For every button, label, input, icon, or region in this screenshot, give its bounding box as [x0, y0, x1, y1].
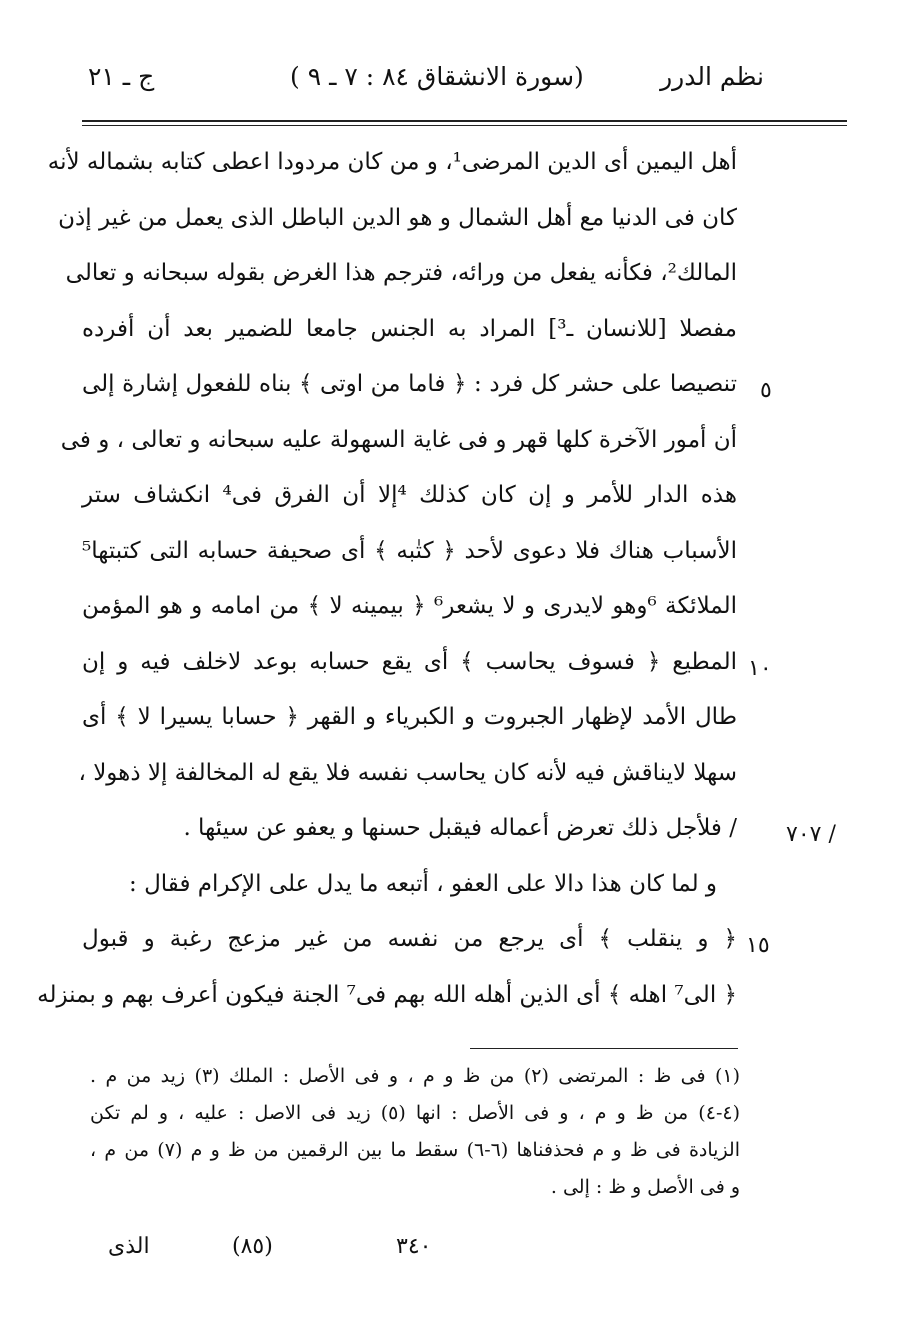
page-number: ٣٤٠	[396, 1234, 432, 1259]
text-line: مفصلا [للانسان ـ³] المراد به الجنس جامعا للضمير بعد أن أفرده	[82, 315, 737, 342]
header-rule-thin	[82, 125, 847, 126]
original-page-reference: ٧٠٧ /	[786, 822, 836, 847]
line-number-5: ٥	[760, 378, 772, 403]
header-rule	[82, 120, 847, 122]
footnotes	[90, 1058, 740, 1206]
running-title: نظم الدرر	[660, 62, 764, 91]
text-line: طال الأمد لإظهار الجبروت و الكبرياء و القهر ﴿ حسابا يسيرا لا ﴾ أى	[82, 704, 737, 730]
text-line: المطيع ﴿ فسوف يحاسب ﴾ أى يقع حسابه بوعد لاخلف فيه و إن	[82, 648, 737, 675]
footnote-line: الزيادة فى ظ و م فحذفناها (٦-٦) سقط ما بين الرقمين من ظ و م (٧) من م ،	[90, 1139, 741, 1161]
catchword: الذى	[108, 1234, 150, 1259]
surah-reference: ( سورة الانشقاق ٨٤ : ٧ ـ ٩)	[290, 62, 584, 91]
text-line: الملائكة ⁶وهو لايدرى و لا يشعر⁶ ﴿ بيمينه لا ﴾ من امامه و هو المؤمن	[82, 593, 737, 619]
footnote-line: (١) فى ظ : المرتضى (٢) من ظ و م ، و فى الأصل : الملك (٣) زيد من م .	[90, 1065, 741, 1087]
text-line: كان فى الدنيا مع أهل الشمال و هو الدين الباطل الذى يعمل من غير إذن	[58, 204, 737, 231]
text-line: تنصيصا على حشر كل فرد : ﴿ فاما من اوتى ﴾ بناه للفعول إشارة إلى	[82, 371, 737, 397]
main-text	[37, 136, 738, 1024]
text-line: و لما كان هذا دالا على العفو ، أتبعه ما يدل على الإكرام فقال :	[129, 870, 717, 897]
text-line: ﴿ الى⁷ اهله ﴾ أى الذين أهله الله بهم فى⁷ الجنة فيكون أعرف بهم و بمنزله	[37, 981, 737, 1008]
text-line: أن أمور الآخرة كلها قهر و فى غاية السهولة عليه سبحانه و تعالى ، و فى	[60, 426, 737, 453]
volume-part: ج ـ ٢١	[88, 62, 155, 91]
footnote-line: و فى الأصل و ظ : إلى .	[550, 1176, 740, 1198]
footnote-line: (٤-٤) من ظ و م ، و فى الأصل : انها (٥) زيد فى الاصل : عليه ، و لم تكن	[90, 1102, 740, 1124]
text-line: الأسباب هناك فلا دعوى لأحد ﴿ كتٰبه ﴾ أى صحيفة حسابه التى كتبتها⁵	[82, 537, 737, 564]
text-line: هذه الدار للأمر و إن كان كذلك ⁴إلا أن الفرق فى⁴ انكشاف ستر	[82, 482, 738, 508]
text-line: / فلأجل ذلك تعرض أعماله فيقبل حسنها و يعفو عن سيئها .	[183, 815, 737, 841]
text-line: سهلا لايناقش فيه لأنه كان يحاسب نفسه فلا يقع له المخالفة إلا ذهولا ،	[78, 759, 737, 786]
footnote-rule	[470, 1048, 738, 1049]
signature-mark: (٨٥)	[232, 1234, 273, 1259]
line-number-10: ١٠	[748, 656, 772, 681]
text-line: ﴿ و ينقلب ﴾ أى يرجع من نفسه من غير مزعج رغبة و قبول	[82, 926, 737, 952]
text-line: أهل اليمين أى الدين المرضى¹، و من كان مردودا اعطى كتابه بشماله لأنه	[47, 149, 737, 175]
line-number-15: ١٥	[746, 933, 770, 958]
text-line: المالك²، فكأنه يفعل من ورائه، فترجم هذا الغرض بقوله سبحانه و تعالى	[65, 260, 737, 286]
